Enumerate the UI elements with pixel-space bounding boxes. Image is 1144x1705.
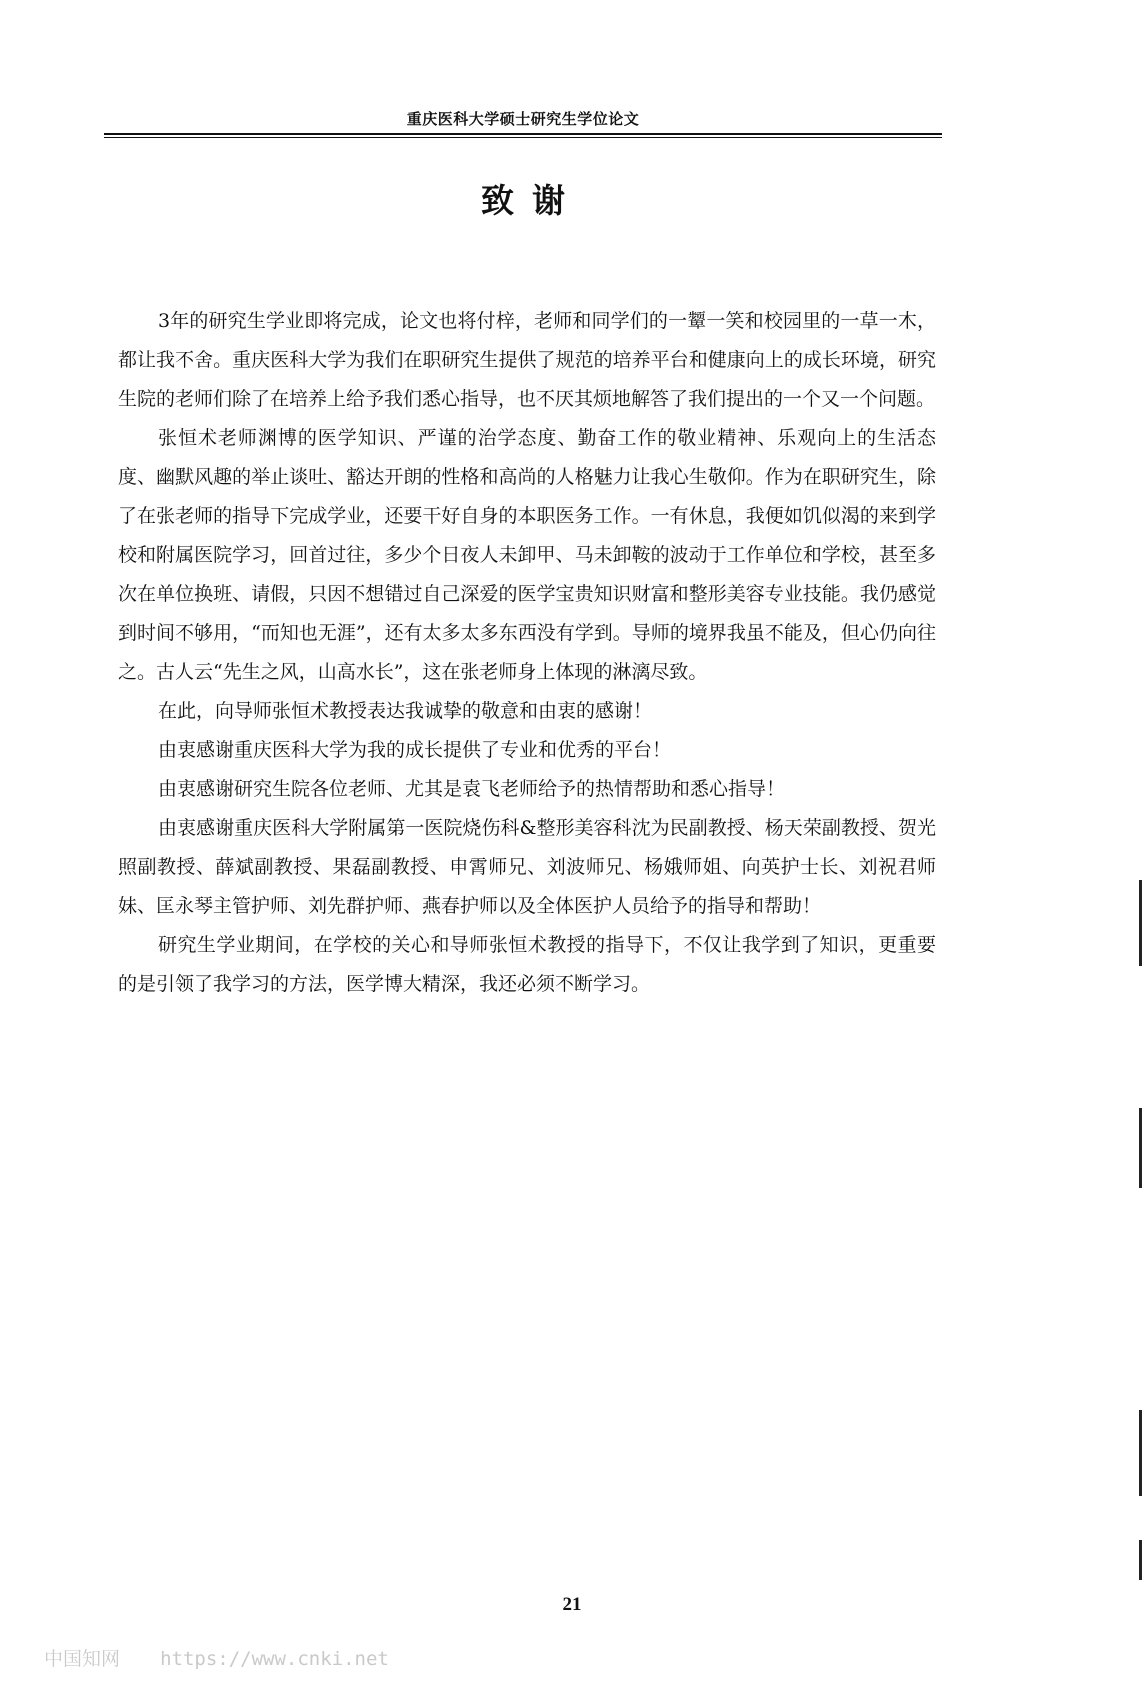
watermark xyxy=(44,1644,389,1671)
paragraph: 研究生学业期间，在学校的关心和导师张恒术教授的指导下，不仅让我学到了知识，更重要的是引领了我学习的方法，医学博大精深，我还必须不断学习。 xyxy=(118,934,936,995)
paragraph: 张恒术老师渊博的医学知识、严谨的治学态度、勤奋工作的敬业精神、乐观向上的生活态度、幽默风趣的举止谈吐、豁达开朗的性格和高尚的人格魅力让我心生敬仰。作为在职研究生，除了在张老师的指导下完成学业，还要干好自身的本职医务工作。一有休息，我便如饥似渴的来到学校和附属医院学习，回首过往，多少个日夜人未卸甲、马未卸鞍的波动于工作单位和学校，甚至多次在单位换班、请假，只因不想错过自己深爱的医学宝贵知识财富和整形美容专业技能。我仍感觉到时间不够用，“而知也无涯”，还有太多太多东西没有学到。导师的境界我虽不能及，但心仍向往之。古人云“先生之风，山高水长”，这在张老师身上体现的淋漓尽致。 xyxy=(118,427,936,683)
paragraph: 在此，向导师张恒术教授表达我诚挚的敬意和由衷的感谢！ xyxy=(158,700,653,722)
header-rule xyxy=(104,133,942,135)
watermark-url: https://www.cnki.net xyxy=(160,1648,389,1670)
page-title: 致谢 xyxy=(481,181,583,220)
paragraph: 3年的研究生学业即将完成，论文也将付梓，老师和同学们的一颦一笑和校园里的一草一木，都让我不舍。重庆医科大学为我们在职研究生提供了规范的培养平台和健康向上的成长环境，研究生院的老师们除了在培养上给予我们悉心指导，也不厌其烦地解答了我们提出的一个又一个问题。 xyxy=(118,310,936,410)
header-rule-thin xyxy=(104,137,942,138)
paragraph: 由衷感谢重庆医科大学附属第一医院烧伤科&整形美容科沈为民副教授、杨天荣副教授、贺光照副教授、薛斌副教授、果磊副教授、申霄师兄、刘波师兄、杨娥师姐、向英护士长、刘祝君师妹、匡永琴主管护师、刘先群护师、燕春护师以及全体医护人员给予的指导和帮助！ xyxy=(118,817,936,917)
acknowledgement-body xyxy=(118,302,936,1004)
scan-edge-mark xyxy=(1139,1540,1142,1580)
scan-edge-mark xyxy=(1139,1410,1142,1496)
page-number: 21 xyxy=(562,1594,582,1615)
paragraph: 由衷感谢重庆医科大学为我的成长提供了专业和优秀的平台！ xyxy=(158,739,672,761)
scan-edge-mark xyxy=(1139,1108,1142,1188)
paragraph: 由衷感谢研究生院各位老师、尤其是袁飞老师给予的热情帮助和悉心指导！ xyxy=(158,778,786,800)
scan-edge-mark xyxy=(1139,880,1142,966)
running-header: 重庆医科大学硕士研究生学位论文 xyxy=(406,110,640,128)
watermark-brand: 中国知网 xyxy=(44,1648,121,1670)
